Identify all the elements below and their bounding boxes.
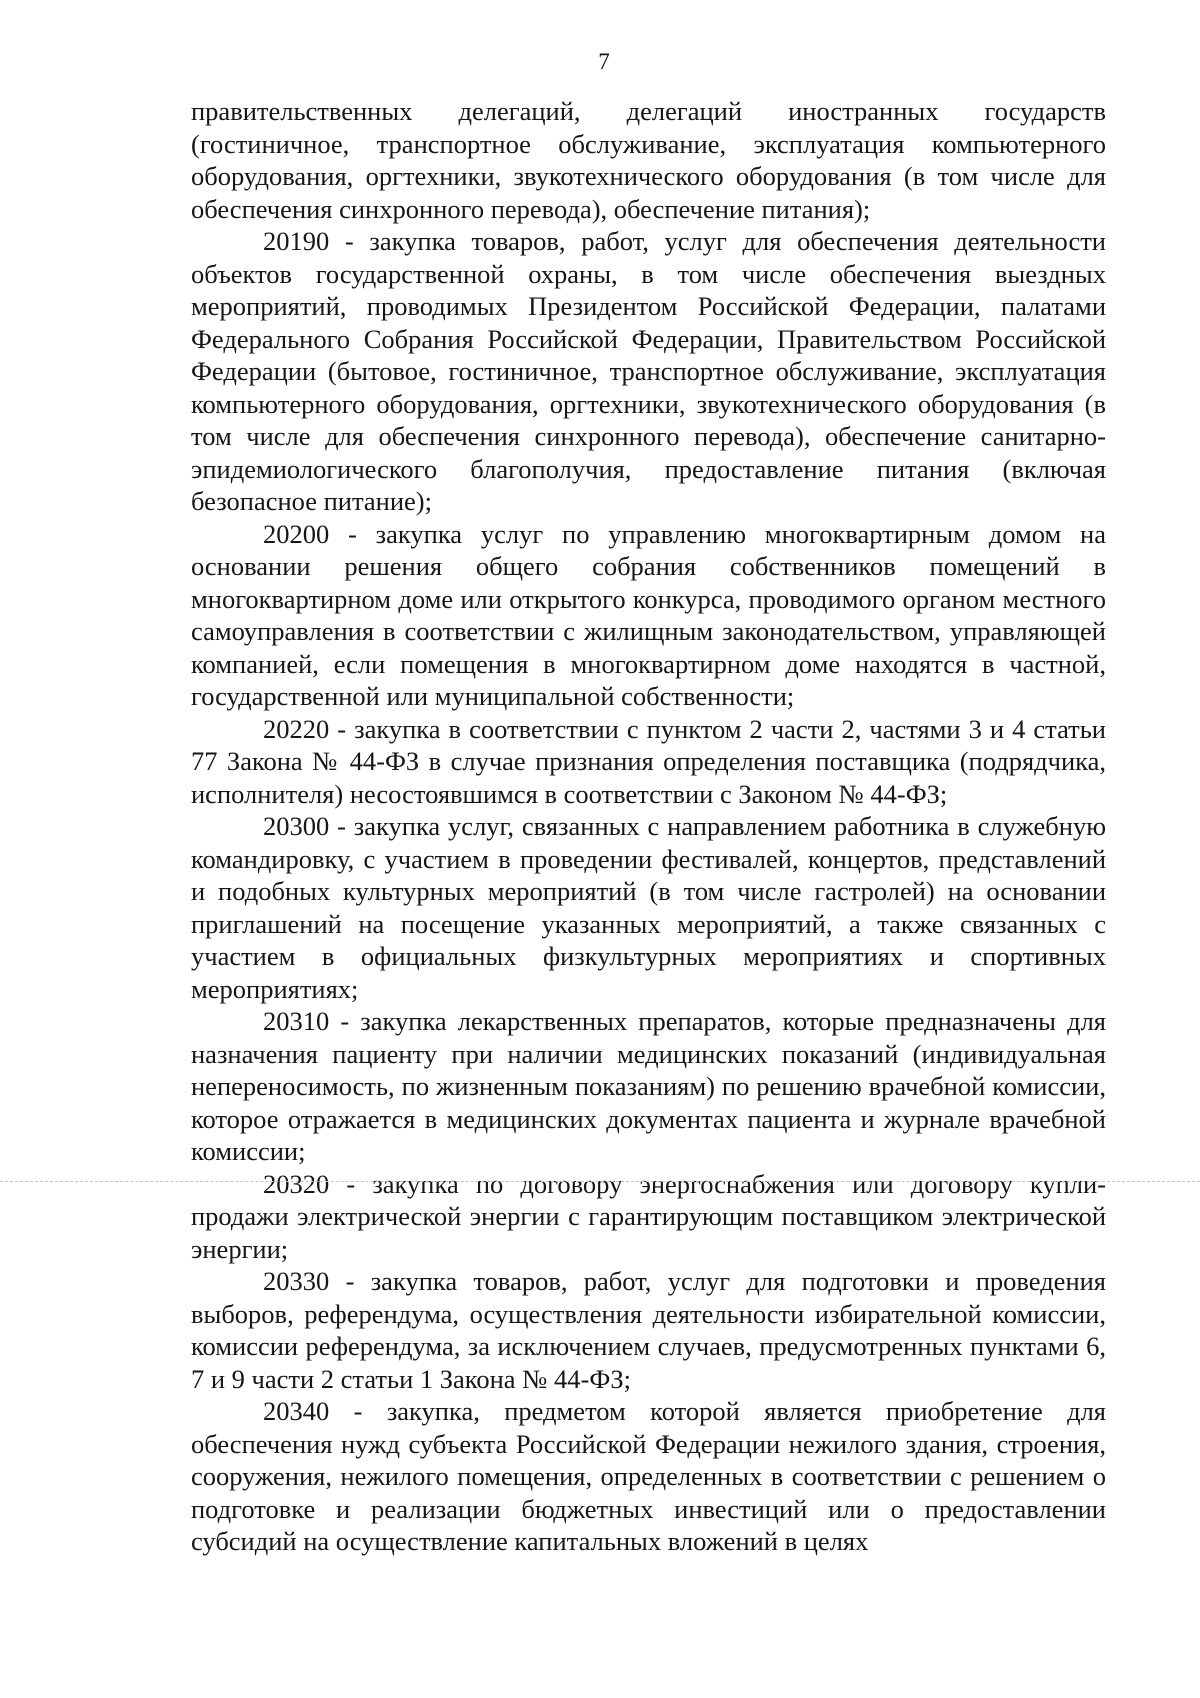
paragraph-continuation: правительственных делегаций, делегаций иностранных государств (гостиничное, транспортное обслуживание, эксплуатация компьютерного оборудования, оргтехники, звукотехнического оборудования (в том числе для обеспечения синхронного перевода), обеспечение питания);: [191, 96, 1106, 224]
paragraph-20200: 20200 - закупка услуг по управлению многоквартирным домом на основании решения общего собрания собственников помещений в многоквартирном доме или открытого конкурса, проводимого органом местного самоуправления в соответствии с жилищным законодательством, управляющей компанией, если помещения в многоквартирном доме находятся в частной, государственной или муниципальной собственности;: [191, 518, 1106, 711]
paragraph-20310: 20310 - закупка лекарственных препаратов, которые предназначены для назначения пациенту при наличии медицинских показаний (индивидуальная непереносимость, по жизненным показаниям) по решению врачебной комиссии, которое отражается в медицинских документах пациента и журнале врачебной комиссии;: [191, 1006, 1106, 1166]
scan-artifact-line: [0, 1181, 1200, 1182]
paragraph-20330: 20330 - закупка товаров, работ, услуг для подготовки и проведения выборов, референдума, осуществления деятельности избирательной комиссии, комиссии референдума, за исключением случаев, предусмотренных пунктами 6, 7 и 9 части 2 статьи 1 Закона № 44-ФЗ;: [191, 1266, 1106, 1394]
paragraph-20220: 20220 - закупка в соответствии с пунктом 2 части 2, частями 3 и 4 статьи 77 Закона № 44-ФЗ в случае признания определения поставщика (подрядчика, исполнителя) несостоявшимся в соответствии с Законом № 44-ФЗ;: [191, 713, 1106, 809]
paragraph-20340: 20340 - закупка, предметом которой является приобретение для обеспечения нужд субъекта Российской Федерации нежилого здания, строения, сооружения, нежилого помещения, определенных в соответствии с решением о подготовке и реализации бюджетных инвестиций или о предоставлении субсидий на осуществление капитальных вложений в целях: [191, 1396, 1106, 1556]
page-number: 7: [598, 49, 610, 74]
paragraph-20300: 20300 - закупка услуг, связанных с направлением работника в служебную командировку, с участием в проведении фестивалей, концертов, представлений и подобных культурных мероприятий (в том числе гастролей) на основании приглашений на посещение указанных мероприятий, а также связанных с участием в официальных физкультурных мероприятиях и спортивных мероприятиях;: [191, 811, 1106, 1004]
document-body: [191, 95, 1106, 1558]
paragraph-20190: 20190 - закупка товаров, работ, услуг для обеспечения деятельности объектов государственной охраны, в том числе обеспечения выездных мероприятий, проводимых Президентом Российской Федерации, палатами Федерального Собрания Российской Федерации, Правительством Российской Федерации (бытовое, гостиничное, транспортное обслуживание, эксплуатация компьютерного оборудования, оргтехники, звукотехнического оборудования (в том числе для обеспечения синхронного перевода), обеспечение санитарно-эпидемиологического благополучия, предоставление питания (включая безопасное питание);: [191, 226, 1106, 516]
paragraph-20320: 20320 - закупка по договору энергоснабжения или договору купли-продажи электрической энергии с гарантирующим поставщиком электрической энергии;: [191, 1168, 1106, 1264]
